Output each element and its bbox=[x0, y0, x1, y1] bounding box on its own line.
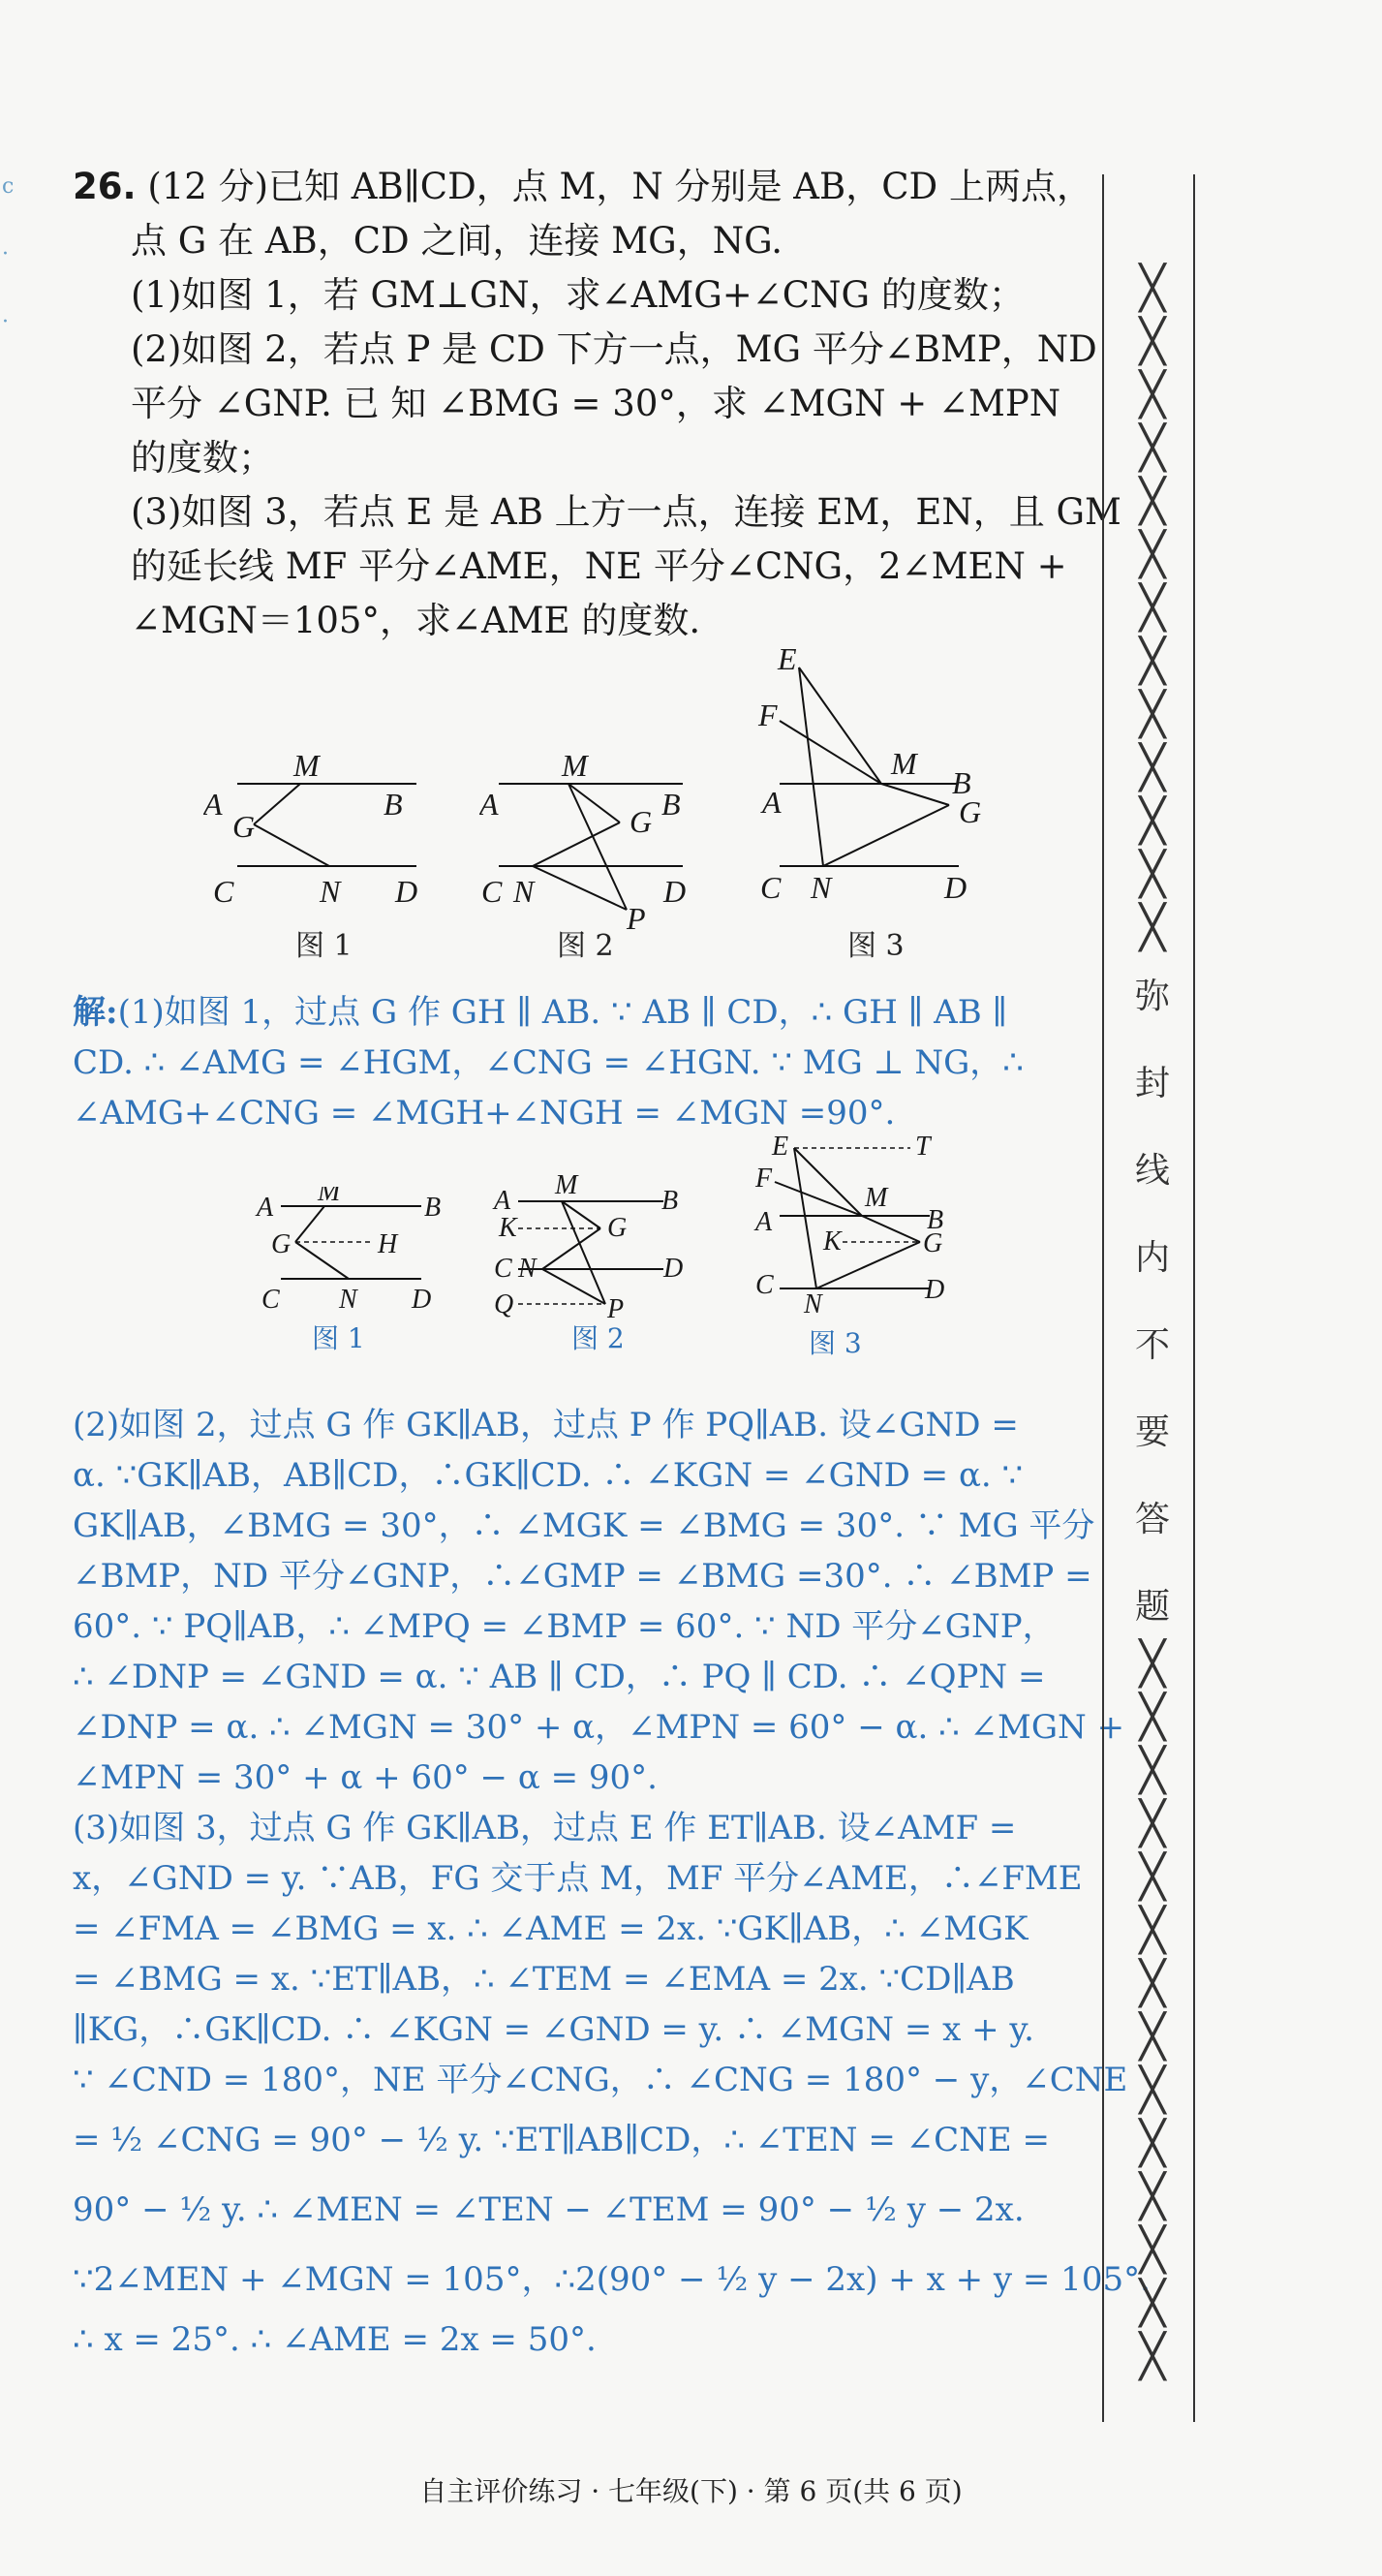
fig-label: C bbox=[213, 874, 234, 909]
fig-label: N bbox=[804, 1289, 822, 1319]
figure-3-diagram bbox=[751, 648, 1002, 910]
fig-label: G bbox=[959, 794, 982, 829]
fig-label: A bbox=[479, 787, 499, 822]
fig-label: P bbox=[627, 901, 646, 934]
figure-3 bbox=[751, 648, 1002, 963]
fig-label: D bbox=[395, 874, 418, 909]
page-content bbox=[73, 160, 1151, 2365]
x-mark: ╳ bbox=[1139, 2279, 1166, 2328]
left-edge-mark: · bbox=[2, 242, 9, 266]
fig-label: M bbox=[891, 746, 917, 781]
solution-line: 60°. ∵ PQ∥AB，∴ ∠MPQ = ∠BMP = 60°. ∵ ND 平分∠GNP， bbox=[73, 1607, 1056, 1646]
fig-label: H bbox=[378, 1229, 398, 1259]
question-line: (1)如图 1，若 GM⊥GN，求∠AMG+∠CNG 的度数； bbox=[131, 274, 1025, 316]
fig-label: A bbox=[755, 1207, 773, 1237]
solution-line: GK∥AB，∠BMG = 30°，∴ ∠MGK = ∠BMG = 30°. ∵ MG 平分 bbox=[73, 1506, 1095, 1545]
solution-line: ∠DNP = α. ∴ ∠MGN = 30° + α，∠MPN = 60° − α. ∴ ∠MGN + bbox=[73, 1708, 1125, 1747]
solution-line: ∴ ∠DNP = ∠GND = α. ∵ AB ∥ CD，∴ PQ ∥ CD. ∴ ∠QPN = bbox=[73, 1658, 1046, 1696]
solution-line: x，∠GND = y. ∵AB，FG 交于点 M，MF 平分∠AME，∴∠FME bbox=[73, 1859, 1083, 1898]
x-mark: ╳ bbox=[1139, 1799, 1166, 1848]
fig-label: N bbox=[513, 874, 535, 909]
seal-char: 题 bbox=[1134, 1587, 1170, 1627]
solution-figure-2 bbox=[489, 1172, 692, 1354]
x-mark: ╳ bbox=[1139, 2172, 1166, 2221]
fig-label: C bbox=[261, 1285, 280, 1313]
fig-label: K bbox=[499, 1213, 517, 1243]
solution-line: = ½ ∠CNG = 90° − ½ y. ∵ET∥AB∥CD，∴ ∠TEN = ∠CNE = bbox=[73, 2121, 1051, 2159]
x-mark: ╳ bbox=[1139, 796, 1166, 846]
seal-char: 弥 bbox=[1134, 977, 1170, 1016]
seal-x-marks-top bbox=[1123, 262, 1182, 954]
fig-label: C bbox=[481, 874, 503, 909]
fig-label: T bbox=[915, 1133, 931, 1162]
solution-line: ∠AMG+∠CNG = ∠MGH+∠NGH = ∠MGN =90°. bbox=[73, 1094, 896, 1133]
x-mark: ╳ bbox=[1139, 2065, 1166, 2115]
fig-label: D bbox=[944, 870, 967, 905]
question-line: (2)如图 2，若点 P 是 CD 下方一点，MG 平分∠BMP，ND bbox=[131, 328, 1097, 370]
left-edge-mark: c bbox=[2, 174, 15, 199]
x-mark: ╳ bbox=[1139, 1746, 1166, 1795]
question-text: (12 分)已知 AB∥CD，点 M，N 分别是 AB，CD 上两点， bbox=[147, 166, 1092, 207]
figure-caption: 图 2 bbox=[571, 1322, 625, 1354]
x-mark: ╳ bbox=[1139, 2225, 1166, 2275]
fig-label: B bbox=[424, 1193, 442, 1223]
solution-figure-3-diagram bbox=[751, 1133, 973, 1322]
seal-char: 答 bbox=[1134, 1500, 1170, 1539]
figure-caption: 图 1 bbox=[312, 1322, 365, 1354]
fig-label: C bbox=[755, 1270, 774, 1300]
solution-figure-3 bbox=[751, 1133, 973, 1359]
fig-label: N bbox=[320, 874, 341, 909]
question-block bbox=[73, 160, 1121, 648]
figure-1 bbox=[203, 755, 426, 963]
fig-label: D bbox=[925, 1275, 945, 1305]
x-mark: ╳ bbox=[1139, 2012, 1166, 2062]
fig-label: F bbox=[758, 698, 778, 732]
fig-label: G bbox=[607, 1213, 628, 1243]
fig-label: A bbox=[494, 1186, 511, 1216]
fig-label: D bbox=[663, 1254, 684, 1284]
solution-label: 解: bbox=[73, 993, 118, 1032]
x-mark: ╳ bbox=[1139, 317, 1166, 366]
figure-caption: 图 1 bbox=[295, 929, 353, 963]
left-edge-mark: · bbox=[2, 310, 9, 334]
question-line: ∠MGN＝105°，求∠AME 的度数. bbox=[131, 600, 701, 641]
seal-char: 不 bbox=[1134, 1325, 1170, 1365]
x-mark: ╳ bbox=[1139, 370, 1166, 419]
solution-line: ∵ ∠CND = 180°，NE 平分∠CNG，∴ ∠CNG = 180° − y，∠CNE bbox=[73, 2061, 1128, 2099]
solution-line: CD. ∴ ∠AMG = ∠HGM，∠CNG = ∠HGN. ∵ MG ⊥ NG，∴ bbox=[73, 1043, 1024, 1082]
fig-label: B bbox=[927, 1205, 944, 1235]
solution-text: (1)如图 1，过点 G 作 GH ∥ AB. ∵ AB ∥ CD，∴ GH ∥ AB ∥ bbox=[117, 993, 1008, 1032]
question-line: 的度数； bbox=[131, 437, 274, 479]
fig-label: A bbox=[762, 785, 782, 820]
fig-label: M bbox=[555, 1172, 578, 1200]
solution-line bbox=[73, 987, 1090, 1038]
solution-line: ∴ x = 25°. ∴ ∠AME = 2x = 50°. bbox=[73, 2320, 597, 2359]
fig-label: B bbox=[952, 765, 971, 800]
x-mark: ╳ bbox=[1139, 1906, 1166, 1955]
solution-line: (3)如图 3，过点 G 作 GK∥AB，过点 E 作 ET∥AB. 设∠AMF = bbox=[73, 1809, 1017, 1847]
fig-label: A bbox=[203, 787, 223, 822]
x-mark: ╳ bbox=[1139, 636, 1166, 686]
solution-line: = ∠BMG = x. ∵ET∥AB，∴ ∠TEM = ∠EMA = 2x. ∵CD∥AB bbox=[73, 1960, 1015, 1999]
x-mark: ╳ bbox=[1139, 423, 1166, 473]
x-mark: ╳ bbox=[1139, 850, 1166, 899]
page-footer: 自主评价练习 · 七年级(下) · 第 6 页(共 6 页) bbox=[419, 2475, 963, 2507]
fig-label: G bbox=[630, 804, 653, 839]
fig-label: F bbox=[755, 1164, 773, 1194]
x-mark: ╳ bbox=[1139, 1959, 1166, 2008]
fig-label: G bbox=[232, 809, 256, 844]
figure-2 bbox=[479, 755, 702, 963]
fig-label: D bbox=[412, 1285, 432, 1313]
seal-border-right bbox=[1193, 174, 1195, 2422]
x-mark: ╳ bbox=[1139, 903, 1166, 952]
fig-label: C bbox=[494, 1254, 512, 1284]
seal-char: 内 bbox=[1134, 1238, 1170, 1278]
fig-label: N bbox=[811, 870, 832, 905]
fig-label: G bbox=[923, 1228, 943, 1258]
solution-figure-1-diagram bbox=[252, 1187, 445, 1313]
left-edge-marks bbox=[0, 165, 17, 843]
figure-2-diagram bbox=[479, 755, 702, 934]
solution-line: ∠MPN = 30° + α + 60° − α = 90°. bbox=[73, 1758, 658, 1797]
x-mark: ╳ bbox=[1139, 583, 1166, 633]
solution-line: ∥KG，∴GK∥CD. ∴ ∠KGN = ∠GND = y. ∴ ∠MGN = x + y. bbox=[73, 2010, 1034, 2049]
solution-line: ∠BMP，ND 平分∠GNP，∴∠GMP = ∠BMG =30°. ∴ ∠BMP = bbox=[73, 1557, 1092, 1596]
question-number: 26. bbox=[73, 166, 137, 207]
figure-caption: 图 2 bbox=[557, 929, 614, 963]
x-mark: ╳ bbox=[1139, 2119, 1166, 2168]
x-mark: ╳ bbox=[1139, 530, 1166, 579]
question-line: 平分 ∠GNP. 已 知 ∠BMG = 30°，求 ∠MGN + ∠MPN bbox=[131, 383, 1061, 424]
seal-x-marks-bottom bbox=[1123, 1637, 1182, 2383]
seal-char: 要 bbox=[1134, 1412, 1170, 1452]
fig-label: A bbox=[257, 1193, 274, 1223]
figure-caption: 图 3 bbox=[847, 929, 905, 963]
x-mark: ╳ bbox=[1139, 690, 1166, 739]
x-mark: ╳ bbox=[1139, 477, 1166, 526]
solution-line: = ∠FMA = ∠BMG = x. ∴ ∠AME = 2x. ∵GK∥AB，∴ ∠MGK bbox=[73, 1909, 1029, 1948]
fig-label: B bbox=[661, 1186, 679, 1216]
x-mark: ╳ bbox=[1139, 743, 1166, 792]
x-mark: ╳ bbox=[1139, 1692, 1166, 1742]
fig-label: M bbox=[865, 1183, 888, 1213]
fig-label: E bbox=[778, 648, 797, 676]
solution-figure-1 bbox=[252, 1187, 445, 1354]
fig-label: N bbox=[339, 1285, 357, 1313]
figure-caption: 图 3 bbox=[809, 1327, 862, 1359]
fig-label: B bbox=[384, 787, 403, 822]
seal-char: 封 bbox=[1134, 1064, 1170, 1103]
fig-label: E bbox=[772, 1133, 789, 1162]
x-mark: ╳ bbox=[1139, 2332, 1166, 2381]
fig-label: M bbox=[293, 755, 320, 783]
solution-line: α. ∵GK∥AB，AB∥CD，∴GK∥CD. ∴ ∠KGN = ∠GND = α. ∵ bbox=[73, 1456, 1024, 1495]
solution-line: 90° − ½ y. ∴ ∠MEN = ∠TEN − ∠TEM = 90° − ½ y − 2x. bbox=[73, 2190, 1025, 2229]
question-line bbox=[73, 160, 1090, 214]
x-mark: ╳ bbox=[1139, 1639, 1166, 1689]
question-figures bbox=[73, 648, 1090, 968]
question-line: 点 G 在 AB，CD 之间，连接 MG，NG. bbox=[131, 220, 783, 262]
seal-char: 线 bbox=[1134, 1151, 1170, 1191]
solution-line: ∵2∠MEN + ∠MGN = 105°，∴2(90° − ½ y − 2x) + x + y = 105°. bbox=[73, 2260, 1151, 2299]
fig-label: P bbox=[607, 1294, 625, 1324]
fig-label: G bbox=[271, 1229, 292, 1259]
question-line: (3)如图 3，若点 E 是 AB 上方一点，连接 EM，EN，且 GM bbox=[131, 491, 1121, 533]
solution-line: (2)如图 2，过点 G 作 GK∥AB，过点 P 作 PQ∥AB. 设∠GND = bbox=[73, 1406, 1019, 1444]
solution-figure-2-diagram bbox=[489, 1172, 692, 1327]
x-mark: ╳ bbox=[1139, 1852, 1166, 1902]
solution-block bbox=[73, 987, 1151, 2365]
fig-label: D bbox=[663, 874, 687, 909]
fig-label: M bbox=[562, 755, 588, 783]
fig-label: N bbox=[518, 1254, 537, 1284]
fig-label: K bbox=[823, 1226, 842, 1257]
solution-figures bbox=[73, 1133, 1090, 1400]
fig-label: B bbox=[661, 787, 681, 822]
fig-label: Q bbox=[494, 1289, 514, 1319]
fig-label: C bbox=[760, 870, 782, 905]
figure-1-diagram bbox=[203, 755, 426, 910]
fig-label: M bbox=[318, 1187, 341, 1207]
x-mark: ╳ bbox=[1139, 264, 1166, 313]
question-line: 的延长线 MF 平分∠AME，NE 平分∠CNG，2∠MEN + bbox=[131, 545, 1067, 587]
